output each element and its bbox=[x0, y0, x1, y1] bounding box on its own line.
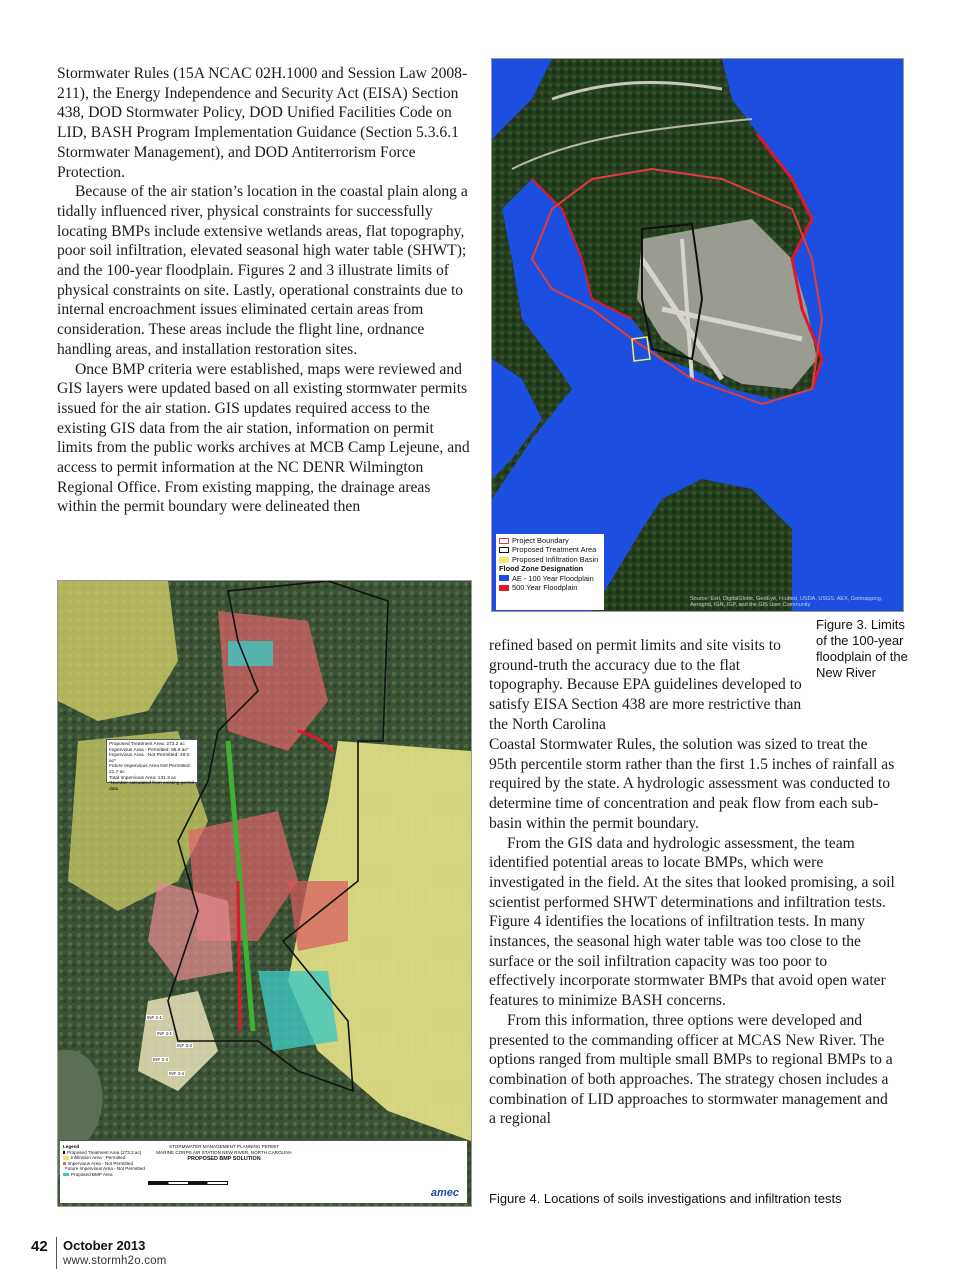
info-line: Proposed Treatment Area: 273.2 ac bbox=[109, 742, 185, 747]
paragraph-lead-wide: Coastal Stormwater Rules, the solution was sized to treat the 95th percentile storm rather than the first 1.5 inches of rainfall as required by the state. A hydrologic assessment was conducted to determine time of concentration and peak flow from each sub-basin within the permit boundary. bbox=[489, 736, 895, 832]
figure-4-bmp-map bbox=[57, 580, 472, 1207]
swatch bbox=[63, 1156, 69, 1160]
figure-3-floodplain-map bbox=[491, 58, 904, 612]
legend-label: 500 Year Floodplain bbox=[512, 583, 578, 593]
legend-label: Future Impervious Area - Not Permitted bbox=[65, 1166, 145, 1171]
legend-item bbox=[499, 536, 601, 545]
legend-label: Proposed Treatment Area (273.2 ac) bbox=[67, 1149, 142, 1155]
map-attribution: Source: Esri, DigitalGlobe, GeoEye, i-cubed, USDA, USGS, AEX, Getmapping, Aerogrid, IGN, IGP, and the GIS User Community bbox=[690, 596, 883, 608]
info-line: Impervious Area - Permitted: 85.8 ac* bbox=[109, 747, 189, 753]
figure-4-legend bbox=[63, 1144, 145, 1177]
bmp-label: INF 2-1 bbox=[147, 1015, 163, 1020]
swatch bbox=[499, 547, 509, 553]
footer-divider bbox=[56, 1237, 57, 1269]
legend-title: Legend bbox=[63, 1144, 80, 1149]
legend-label: Proposed Infiltration Basin bbox=[512, 554, 599, 564]
paragraph-1: Stormwater Rules (15A NCAC 02H.1000 and Session Law 2008-211), the Energy Independence and Security Act (EISA) Section 438, DOD Stormwater Policy, DOD Unified Facilities Code on LID, BASH Program Implementation Guidance (Section 5.3.6.1 Stormwater Management), and DOD Antiterrorism Force Protection. bbox=[57, 65, 468, 181]
legend-item bbox=[499, 555, 601, 564]
figure-4-caption: Figure 4. Locations of soils investigations and infiltration tests bbox=[489, 1191, 842, 1206]
swatch bbox=[499, 585, 509, 591]
info-line: Future Impervious Area Not Permitted: 21.7 ac bbox=[109, 764, 191, 775]
legend-label: Infiltration Area - Permitted bbox=[71, 1155, 126, 1160]
swatch bbox=[63, 1173, 69, 1177]
paragraph-2: Because of the air station’s location in the coastal plain along a tidally influenced river, physical constraints for successfully locating BMPs include extensive wetlands areas, flat topography, poor soil infiltration, elevated seasonal high water table (SHWT); and the 100-year floodplain. Figures 2 and 3 illustrate limits of physical constraints on site. Lastly, operational constraints due to internal encroachment issues eliminated certain areas from consideration. These areas include the flight line, ordnance handling areas, and installation restoration sites. bbox=[57, 183, 468, 358]
website-url[interactable]: www.stormh2o.com bbox=[63, 1255, 167, 1267]
swatch bbox=[499, 557, 509, 563]
figure-3-legend bbox=[496, 534, 604, 610]
figure-3-caption: Figure 3. Limits of the 100-year floodplain of the New River bbox=[816, 617, 908, 680]
title-line: PROPOSED BMP SOLUTION bbox=[187, 1156, 261, 1162]
info-line: *Number calculated from existing permit data bbox=[109, 781, 195, 792]
swatch bbox=[499, 538, 509, 544]
figure-4-title-block bbox=[60, 1140, 467, 1203]
bmp-label: INF 3-2 bbox=[177, 1043, 193, 1048]
legend-label: Proposed Treatment Area bbox=[512, 545, 597, 555]
legend-item bbox=[63, 1172, 133, 1178]
issue-date: October 2013 bbox=[63, 1238, 146, 1253]
legend-label: Proposed BMP Area bbox=[71, 1171, 113, 1177]
swatch bbox=[63, 1162, 66, 1166]
right-text-column bbox=[489, 735, 897, 1129]
title-line: MARINE CORPS AIR STATION NEW RIVER, NORTH CAROLINA bbox=[156, 1150, 292, 1155]
bmp-map-image bbox=[58, 581, 471, 1206]
page-number: 42 bbox=[31, 1238, 48, 1255]
bmp-label: INF 3-4 bbox=[169, 1071, 185, 1076]
scale-bar bbox=[148, 1181, 228, 1185]
swatch bbox=[63, 1151, 65, 1155]
legend-heading: Flood Zone Designation bbox=[499, 564, 584, 574]
right-text-lead bbox=[489, 636, 804, 735]
figure-4-info-box bbox=[106, 739, 198, 792]
bmp-label: INF 3-3 bbox=[153, 1057, 169, 1062]
swatch bbox=[499, 575, 509, 581]
paragraph-3: Once BMP criteria were established, maps were reviewed and GIS layers were updated based on all existing stormwater permits issued for the air station. GIS updates required access to the existing GIS data from the air station, information on permit limits from the public works archives at MCB Camp Lejeune, and access to permit information at the NC DENR Wilmington Regional Office. From existing mapping, the drainage areas within the permit boundary were delineated then bbox=[57, 360, 470, 516]
title-line: STORMWATER MANAGEMENT PLANNING PERMIT bbox=[168, 1144, 280, 1149]
info-line: Total Impervious Area: 131.3 ac bbox=[109, 775, 177, 781]
legend-item bbox=[499, 574, 601, 583]
legend-item bbox=[499, 545, 601, 554]
info-line: Impervious Area - Not Permitted: 48.0 ac* bbox=[109, 753, 190, 764]
paragraph-lead-narrow: refined based on permit limits and site visits to ground-truth the accuracy due to the flat topography. Because EPA guidelines developed to satisfy EISA Section 438 are more restrictive than the North Carolina bbox=[489, 637, 802, 733]
floodplain-map-image bbox=[492, 59, 903, 611]
bmp-label: INF 3-1 bbox=[157, 1031, 173, 1036]
paragraph-4: From the GIS data and hydrologic assessment, the team identified potential areas to locate BMPs, which were investigated in the field. At the sites that looked promising, a soil scientist performed SHWT determinations and infiltration tests. Figure 4 identifies the locations of infiltration tests. In many instances, the seasonal high water table was too close to the surface or the soil infiltration capacity was too poor to effectively incorporate stormwater BMPs that avoid open water features to minimize BASH concerns. bbox=[489, 834, 895, 1010]
legend-item bbox=[499, 583, 601, 592]
paragraph-5: From this information, three options were developed and presented to the commanding officer at MCAS New River. The options ranged from multiple small BMPs to regional BMPs to a combination of both approaches. The strategy chosen includes a combination of LID approaches to stormwater management and a regional bbox=[489, 1011, 893, 1128]
drawing-title bbox=[144, 1144, 304, 1162]
legend-label: Impervious Area - Not Permitted bbox=[67, 1160, 133, 1166]
left-text-column bbox=[57, 64, 470, 517]
legend-label: Project Boundary bbox=[512, 536, 569, 545]
legend-label: AE - 100 Year Floodplain bbox=[512, 573, 594, 583]
amec-logo: amec bbox=[430, 1187, 459, 1199]
